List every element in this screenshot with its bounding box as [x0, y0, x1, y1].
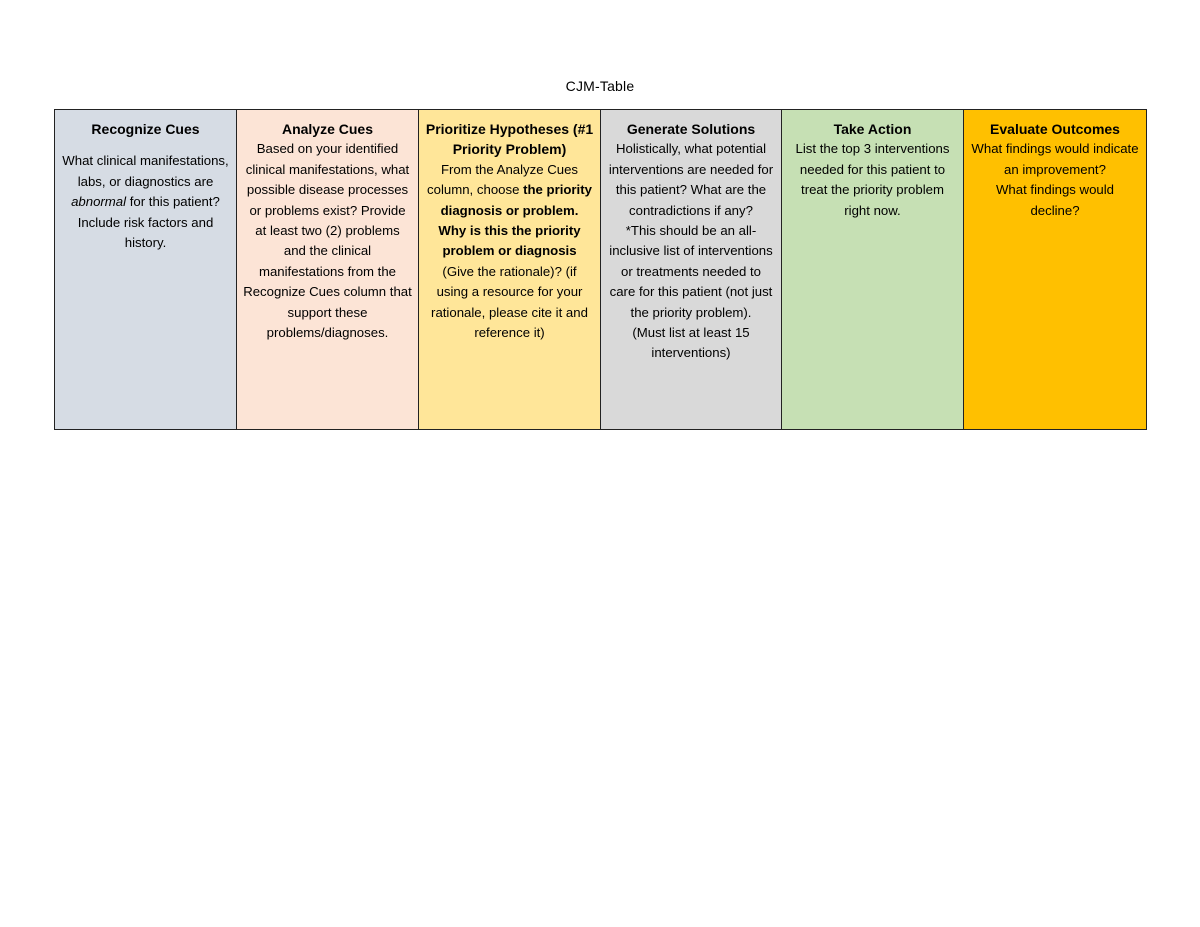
- column-description: Based on your identified clinical manifestations, what possible disease processes or problems exist? Provide at least two (2) problems and the clinical manifestations from the Recognize Cues column that support these problems/diagnoses.: [243, 141, 412, 341]
- page-title: CJM-Table: [565, 78, 635, 94]
- column-evaluate-outcomes: [964, 110, 1147, 430]
- column-header: Prioritize Hypotheses (#1 Priority Problem): [425, 121, 594, 158]
- column-header: Analyze Cues: [281, 121, 374, 137]
- column-note: *This should be an all-inclusive list of interventions or treatments needed to care for this patient (not just the priority problem).: [609, 223, 773, 320]
- column-header: Generate Solutions: [626, 121, 756, 137]
- cjm-table: [54, 109, 1147, 430]
- column-description-2: What findings would decline?: [995, 182, 1115, 218]
- column-prioritize-hypotheses: [419, 110, 601, 430]
- column-header: Recognize Cues: [91, 121, 200, 137]
- column-description: List the top 3 interventions needed for this patient to treat the priority problem right now.: [795, 141, 950, 218]
- column-header: Evaluate Outcomes: [990, 121, 1120, 137]
- column-header: Take Action: [833, 121, 912, 137]
- column-analyze-cues: [237, 110, 419, 430]
- column-note-minimum: (Must list at least 15 interventions): [632, 325, 750, 361]
- column-description: What clinical manifestations, labs, or diagnostics are abnormal for this patient? Include risk factors and history.: [62, 153, 229, 251]
- column-generate-solutions: [601, 110, 782, 430]
- column-description: What findings would indicate an improvement?: [971, 141, 1139, 177]
- column-description: Holistically, what potential interventions are needed for this patient? What are the contradictions if any?: [608, 141, 774, 218]
- column-recognize-cues: [55, 110, 237, 430]
- column-description: From the Analyze Cues column, choose the priority diagnosis or problem. Why is this the priority problem or diagnosis (Give the rationale)? (if using a resource for your rationale, please cite it and reference it): [427, 161, 592, 341]
- column-take-action: [782, 110, 964, 430]
- table-row: [55, 110, 1147, 430]
